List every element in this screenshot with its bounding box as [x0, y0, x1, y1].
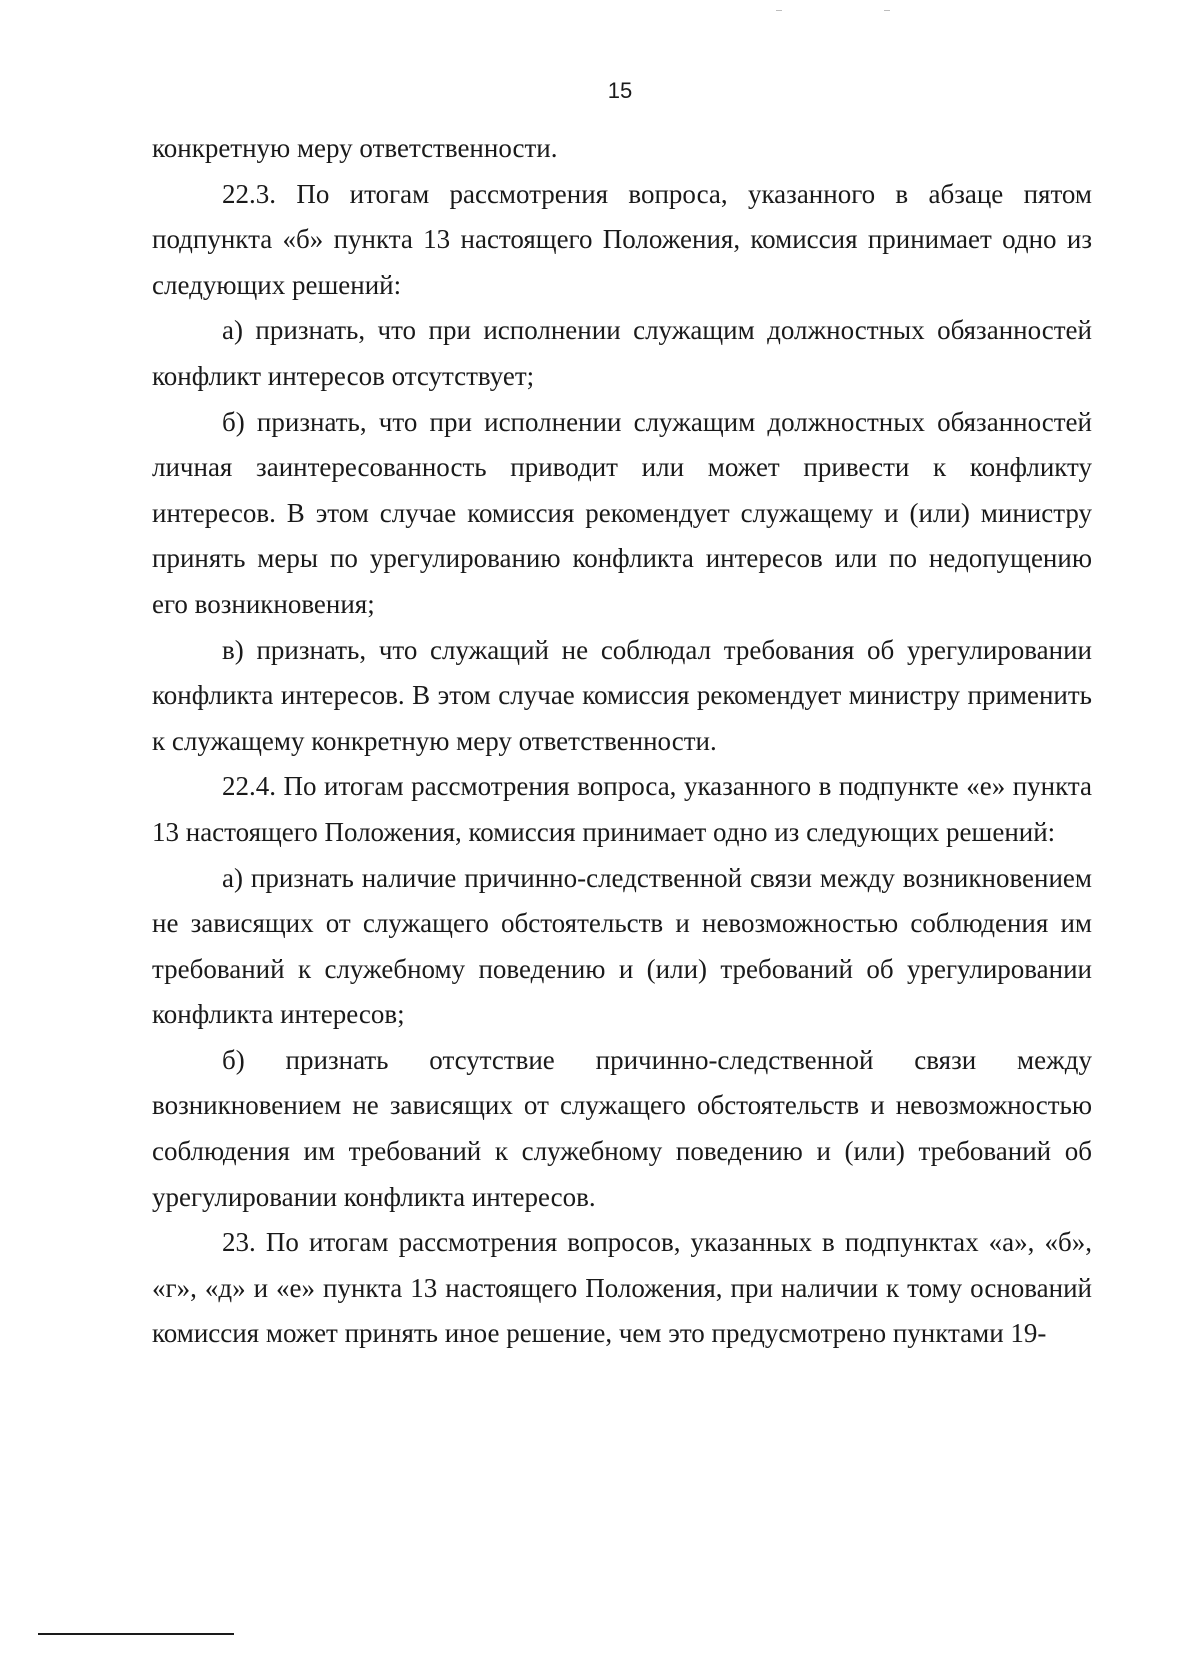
document-body — [152, 126, 1092, 1357]
scan-artifact — [776, 10, 782, 11]
paragraph: в) признать, что служащий не соблюдал требования об урегулировании конфликта интересов. В этом случае комиссия рекомендует министру применить к служащему конкретную меру ответственности. — [152, 634, 1092, 756]
paragraph: 22.4. По итогам рассмотрения вопроса, указанного в подпункте «е» пункта 13 настоящего Положения, комиссия принимает одно из следующих решений: — [152, 771, 1092, 847]
paragraph: 22.3. По итогам рассмотрения вопроса, указанного в абзаце пятом подпункта «б» пункта 13 настоящего Положения, комиссия принимает одно из следующих решений: — [152, 178, 1092, 300]
page-number: 15 — [607, 78, 633, 103]
paragraph: б) признать, что при исполнении служащим должностных обязанностей личная заинтересованность приводит или может привести к конфликту интересов. В этом случае комиссия рекомендует служащему и (или) министру принять меры по урегулированию конфликта интересов или по недопущению его возникновения; — [152, 406, 1092, 619]
scan-artifact — [884, 10, 890, 11]
paragraph: а) признать наличие причинно-следственной связи между возникновением не зависящих от служащего обстоятельств и невозможностью соблюдения им требований к служебному поведению и (или) требований об урегулировании конфликта интересов; — [152, 862, 1092, 1030]
paragraph: 23. По итогам рассмотрения вопросов, указанных в подпунктах «а», «б», «г», «д» и «е» пункта 13 настоящего Положения, при наличии к тому оснований комиссия может принять иное решение, чем это предусмотрено пунктами 19- — [152, 1227, 1092, 1349]
paragraph: а) признать, что при исполнении служащим должностных обязанностей конфликт интересов отсутствует; — [152, 315, 1092, 391]
paragraph: б) признать отсутствие причинно-следственной связи между возникновением не зависящих от служащего обстоятельств и невозможностью соблюдения им требований к служебному поведению и (или) требований об урегулировании конфликта интересов. — [152, 1044, 1092, 1212]
paragraph: конкретную меру ответственности. — [152, 133, 558, 163]
footnote-divider — [38, 1633, 234, 1635]
